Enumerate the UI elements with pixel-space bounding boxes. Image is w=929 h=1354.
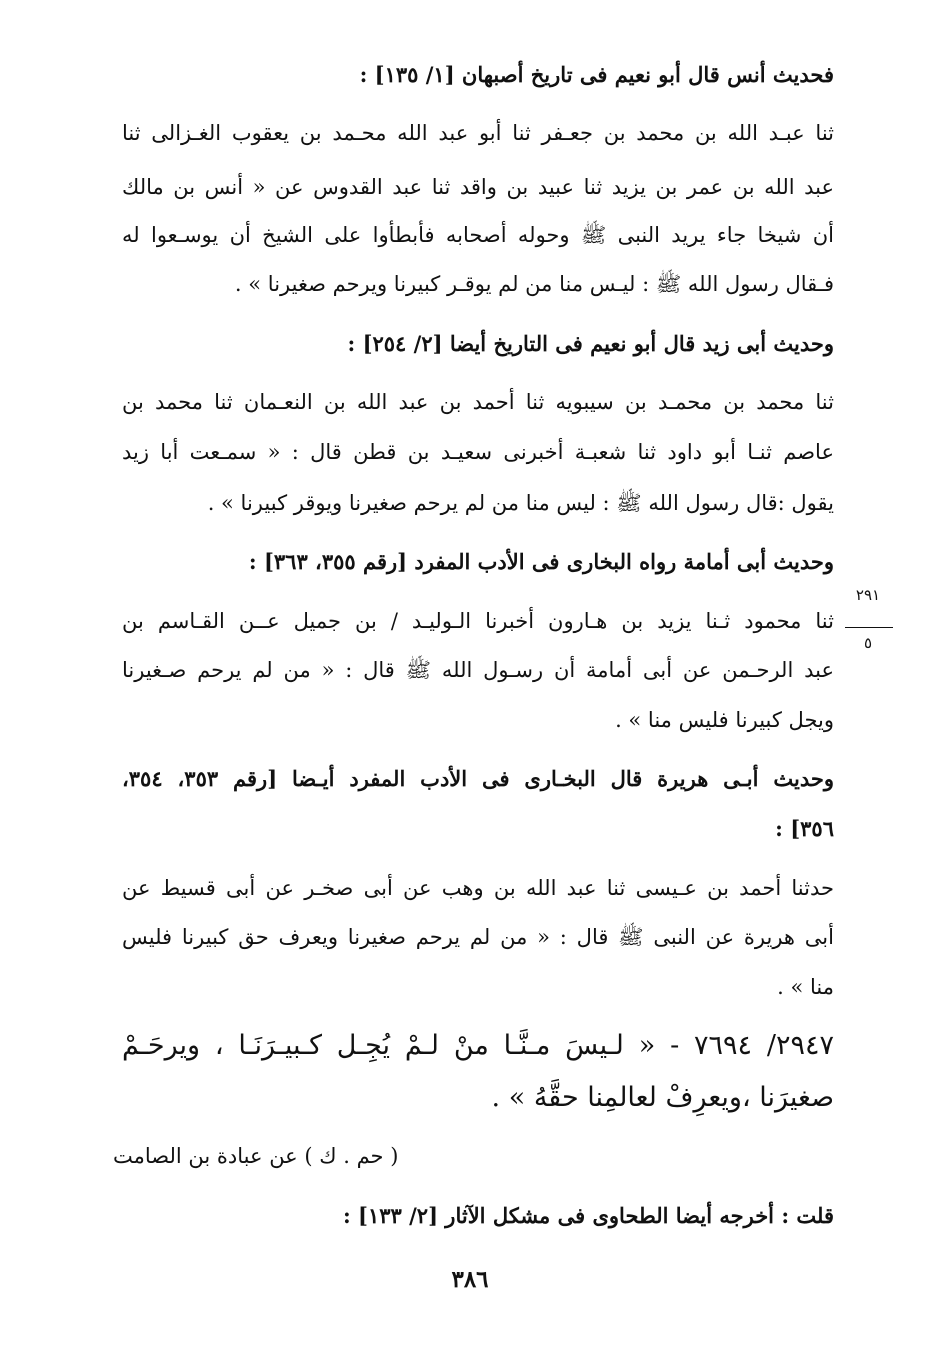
text-line: أبى هريرة عن النبى ﷺ قال : « من لم يرحم صغيرنا ويعرف حق كبيرنا فليس	[122, 925, 834, 949]
margin-rule	[845, 627, 893, 628]
text-line: فـقال رسول الله ﷺ : ليـس منا من لم يوقـر كبيرنا ويرحم صغيرنا » .	[234, 272, 834, 296]
hadith-line: صغيرَنا ،ويعرِفْ لعالمِنا حقَّهُ » .	[491, 1082, 834, 1113]
section-heading: وحديث أبى زيد قال أبو نعيم فى التاريخ أيضا [٢/ ٢٥٤] :	[347, 331, 834, 356]
section-heading: وحديث أبـى هريرة قال البخـارى فى الأدب المفرد أيـضا [رقم ٣٥٣، ٣٥٤،	[122, 766, 834, 791]
section-heading: وحديث أبى أمامة رواه البخارى فى الأدب المفرد [رقم ٣٥٥، ٣٦٣] :	[248, 549, 834, 574]
text-line: عاصم ثنـا أبو داود ثنا شعبـة أخبرنى سعيـد بن قطن قال : « سمـعت أبا زيد	[122, 440, 834, 464]
text-line: ثنا محمد بن محمـد بن سيبويه ثنا أحمد بن عبد الله بن النعـمان ثنا محمد بن	[122, 390, 834, 414]
hadith-line: ٢٩٤٧/ ٧٦٩٤ - « لـيسَ مـنَّـا منْ لـمْ يُجِـل كـبيـرَنَـا ، ويرحَـمْ	[122, 1030, 834, 1061]
section-heading: فحديث أنس قال أبو نعيم فى تاريخ أصبهان [١/ ١٣٥] :	[359, 62, 834, 87]
source-line: ( حم . ك ) عن عبادة بن الصامت	[113, 1144, 399, 1168]
section-heading: ٣٥٦] :	[775, 816, 834, 841]
text-line: حدثنا أحمد بن عـيسى ثنا عبد الله بن وهب عن أبى صخـر عن أبى قسيط عن	[122, 876, 834, 900]
margin-note-bottom: ٥	[863, 634, 873, 652]
text-line: ويجل كبيرنا فليس منا » .	[615, 708, 834, 732]
text-line: ثنا عبـد الله بن محمد بن جعـفر ثنا أبو عبد الله محـمد بن يعقوب الغـزالى ثنا	[122, 121, 834, 145]
page-number: ٣٨٦	[451, 1266, 489, 1293]
text-line: ثنا محمود ثـنا يزيد بن هـارون أخبرنا الـوليـد / بن جميل عــن القـاسم بن	[122, 609, 834, 633]
text-line: عبد الله بن عمر بن يزيد ثنا عبيد بن واقد ثنا عبد القدوس عن « أنس بن مالك	[122, 175, 834, 199]
text-line: أن شيخا جاء يريد النبى ﷺ وحوله أصحابه فأبطأوا على الشيخ أن يوسـعوا له	[122, 223, 834, 247]
text-line: يقول :قال رسول الله ﷺ : ليس منا من لم يرحم صغيرنا ويوقر كبيرنا » .	[207, 491, 834, 515]
text-line: منا » .	[777, 975, 834, 999]
text-line: عبد الرحـمن عن أبى أمامة أن رسـول الله ﷺ قال : « من لم يرحم صـغيرنا	[122, 658, 834, 682]
section-heading: قلت : أخرجه أيضا الطحاوى فى مشكل الآثار [٢/ ١٣٣] :	[342, 1203, 834, 1228]
margin-note-top: ٢٩١	[855, 586, 881, 604]
